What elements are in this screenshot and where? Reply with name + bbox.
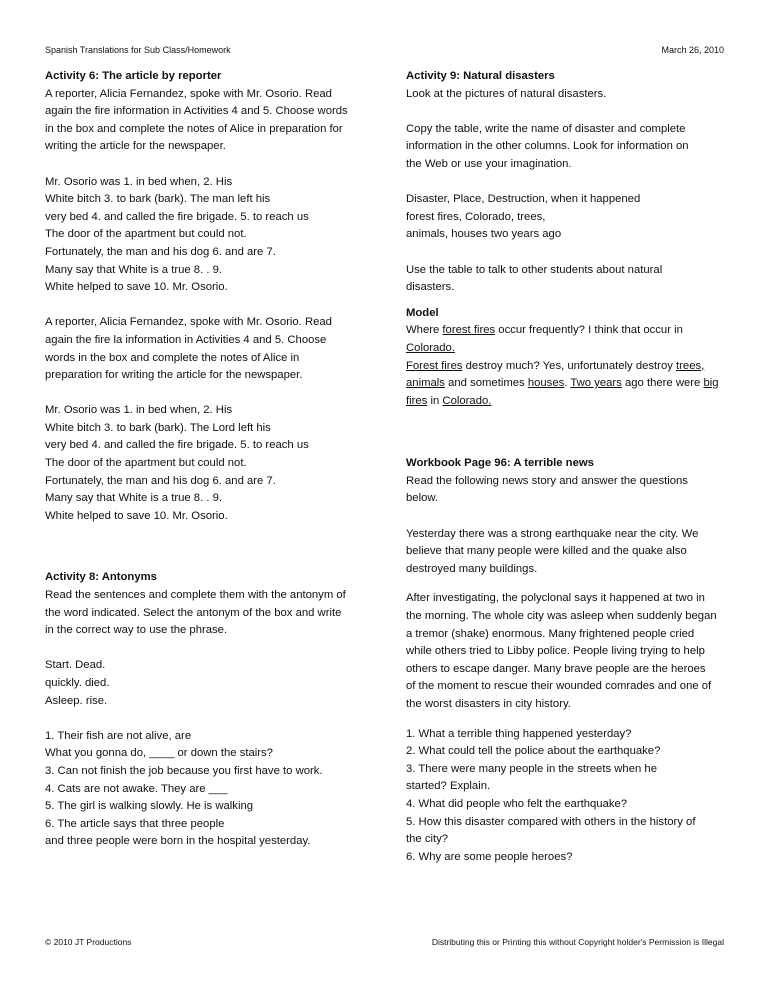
text-line: Start. Dead. [45,659,106,672]
text-line: believe that many people were killed and the quake also [406,545,687,558]
text-line: Yesterday there was a strong earthquake near the city. We [406,527,699,540]
text-line: Copy the table, write the name of disaster and complete [406,122,686,135]
text-line: the Web or use your imagination. [406,157,572,170]
activity9-p3 [406,191,726,244]
model-line-5: fires in Colorado. [406,394,492,407]
activity8-title: Activity 8: Antonyms [45,571,157,584]
activity6-title: Activity 6: The article by reporter [45,70,222,82]
right-column [406,68,726,866]
text-line: White helped to save 10. Mr. Osorio. [45,281,228,294]
text-line: others to escape danger. Many brave people are the heroes [406,662,706,675]
text-line: a tremor (shake) enormous. Many frightened people cried [406,627,695,640]
text-line: preparation for writing the article for the newspaper. [45,369,303,382]
text-line: Asleep. rise. [45,694,108,707]
activity6-notes [45,174,365,297]
activity8-section [45,569,365,639]
text-line: Many say that White is a true 8. . 9. [45,492,223,505]
text-line: 4. Cats are not awake. They are ___ [45,782,228,795]
model-section [406,305,726,411]
model-title: Model [406,306,439,319]
activity6-intro [45,86,365,156]
activity9-p4 [406,262,726,297]
news-story-paragraph-2 [406,590,726,713]
workbook-questions [406,726,726,867]
text-line: words in the box and complete the notes of Alice in [45,351,300,364]
activity9-p2 [406,121,726,174]
model-line-4: animals and sometimes houses. Two years ago there were big [406,377,719,390]
text-line: 6. The article says that three people [45,817,225,830]
text-line: Read the following news story and answer the questions [406,474,688,487]
activity6-section [45,68,365,156]
text-line: 1. What a terrible thing happened yesterday? [406,727,632,740]
text-line: started? Explain. [406,780,491,793]
text-line: What you gonna do, ____ or down the stairs? [45,747,273,760]
text-line: Mr. Osorio was 1. in bed when, 2. His [45,175,233,188]
page-header-title: Spanish Translations for Sub Class/Homework [45,45,231,55]
text-line: 5. The girl is walking slowly. He is walking [45,800,254,813]
text-line: Use the table to talk to other students about natural [406,263,663,276]
text-line: and three people were born in the hospital yesterday. [45,835,311,848]
text-line: Fortunately, the man and his dog 6. and are 7. [45,474,276,487]
text-line: 4. What did people who felt the earthquake? [406,797,628,810]
text-line: forest fires, Colorado, trees, [406,210,546,223]
text-line: very bed 4. and called the fire brigade. 5. to reach us [45,210,309,223]
model-line-1: Where forest fires occur frequently? I think that occur in [406,324,683,337]
text-line: 1. Their fish are not alive, are [45,729,192,742]
left-column [45,68,365,851]
text-line: again the fire information in Activities 4 and 5. Choose words [45,105,348,118]
text-line: The door of the apartment but could not. [45,228,247,241]
text-line: below. [406,492,439,505]
model-line-3: Forest fires destroy much? Yes, unfortunately destroy trees, [406,359,705,372]
footer-notice: Distributing this or Printing this without Copyright holder's Permission is Illegal [431,937,724,947]
text-line: The door of the apartment but could not. [45,457,247,470]
text-line: quickly. died. [45,677,110,689]
text-line: again the fire la information in Activities 4 and 5. Choose [45,333,327,346]
text-line: animals, houses two years ago [406,228,562,241]
text-line: White bitch 3. to bark (bark). The Lord left his [45,421,271,434]
text-line: information in the other columns. Look for information on [406,140,689,153]
text-line: in the box and complete the notes of Alice in preparation for [45,122,343,135]
workbook-intro [406,473,726,508]
activity9-section [406,68,726,103]
text-line: 3. There were many people in the streets when he [406,762,657,775]
text-line: Look at the pictures of natural disasters. [406,87,607,100]
text-line: Mr. Osorio was 1. in bed when, 2. His [45,404,233,417]
activity6-notes-repeat [45,402,365,525]
activity9-p1 [406,86,726,104]
text-line: 5. How this disaster compared with others in the history of [406,815,696,828]
activity8-word-box [45,657,365,710]
text-line: very bed 4. and called the fire brigade. 5. to reach us [45,439,309,452]
workbook-title: Workbook Page 96: A terrible news [406,457,594,470]
text-line: White bitch 3. to bark (bark). The man left his [45,193,271,206]
text-line: disasters. [406,281,455,294]
text-line: White helped to save 10. Mr. Osorio. [45,509,228,522]
text-line: A reporter, Alicia Fernandez, spoke with Mr. Osorio. Read [45,316,332,329]
activity8-intro [45,587,365,640]
text-line: 2. What could tell the police about the earthquake? [406,745,661,758]
activity8-sentences [45,728,365,851]
activity6-intro-repeat [45,314,365,384]
text-line: destroyed many buildings. [406,562,538,575]
text-line: the worst disasters in city history. [406,698,571,710]
text-line: while others tried to Libby police. People living trying to help [406,645,705,658]
news-story-paragraph-1 [406,526,726,579]
text-line: of the moment to rescue their wounded comrades and one of [406,680,712,693]
page-header-date: March 26, 2010 [661,45,724,55]
text-line: the city? [406,833,449,846]
workbook-section [406,455,726,508]
model-line-2: Colorado. [406,341,455,354]
text-line: Read the sentences and complete them with the antonym of [45,589,346,602]
text-line: 6. Why are some people heroes? [406,850,573,863]
text-line: in the correct way to use the phrase. [45,624,228,637]
text-line: A reporter, Alicia Fernandez, spoke with Mr. Osorio. Read [45,87,332,100]
text-line: the morning. The whole city was asleep when suddenly began [406,610,717,623]
text-line: writing the article for the newspaper. [45,140,226,153]
text-line: Many say that White is a true 8. . 9. [45,263,223,276]
footer-copyright: © 2010 JT Productions [45,937,132,947]
text-line: the word indicated. Select the antonym of the box and write [45,606,342,619]
text-line: Fortunately, the man and his dog 6. and are 7. [45,245,276,258]
text-line: After investigating, the polyclonal says it happened at two in [406,592,705,605]
text-line: 3. Can not finish the job because you first have to work. [45,764,323,777]
activity9-title: Activity 9: Natural disasters [406,70,555,82]
text-line: Disaster, Place, Destruction, when it happened [406,193,641,206]
